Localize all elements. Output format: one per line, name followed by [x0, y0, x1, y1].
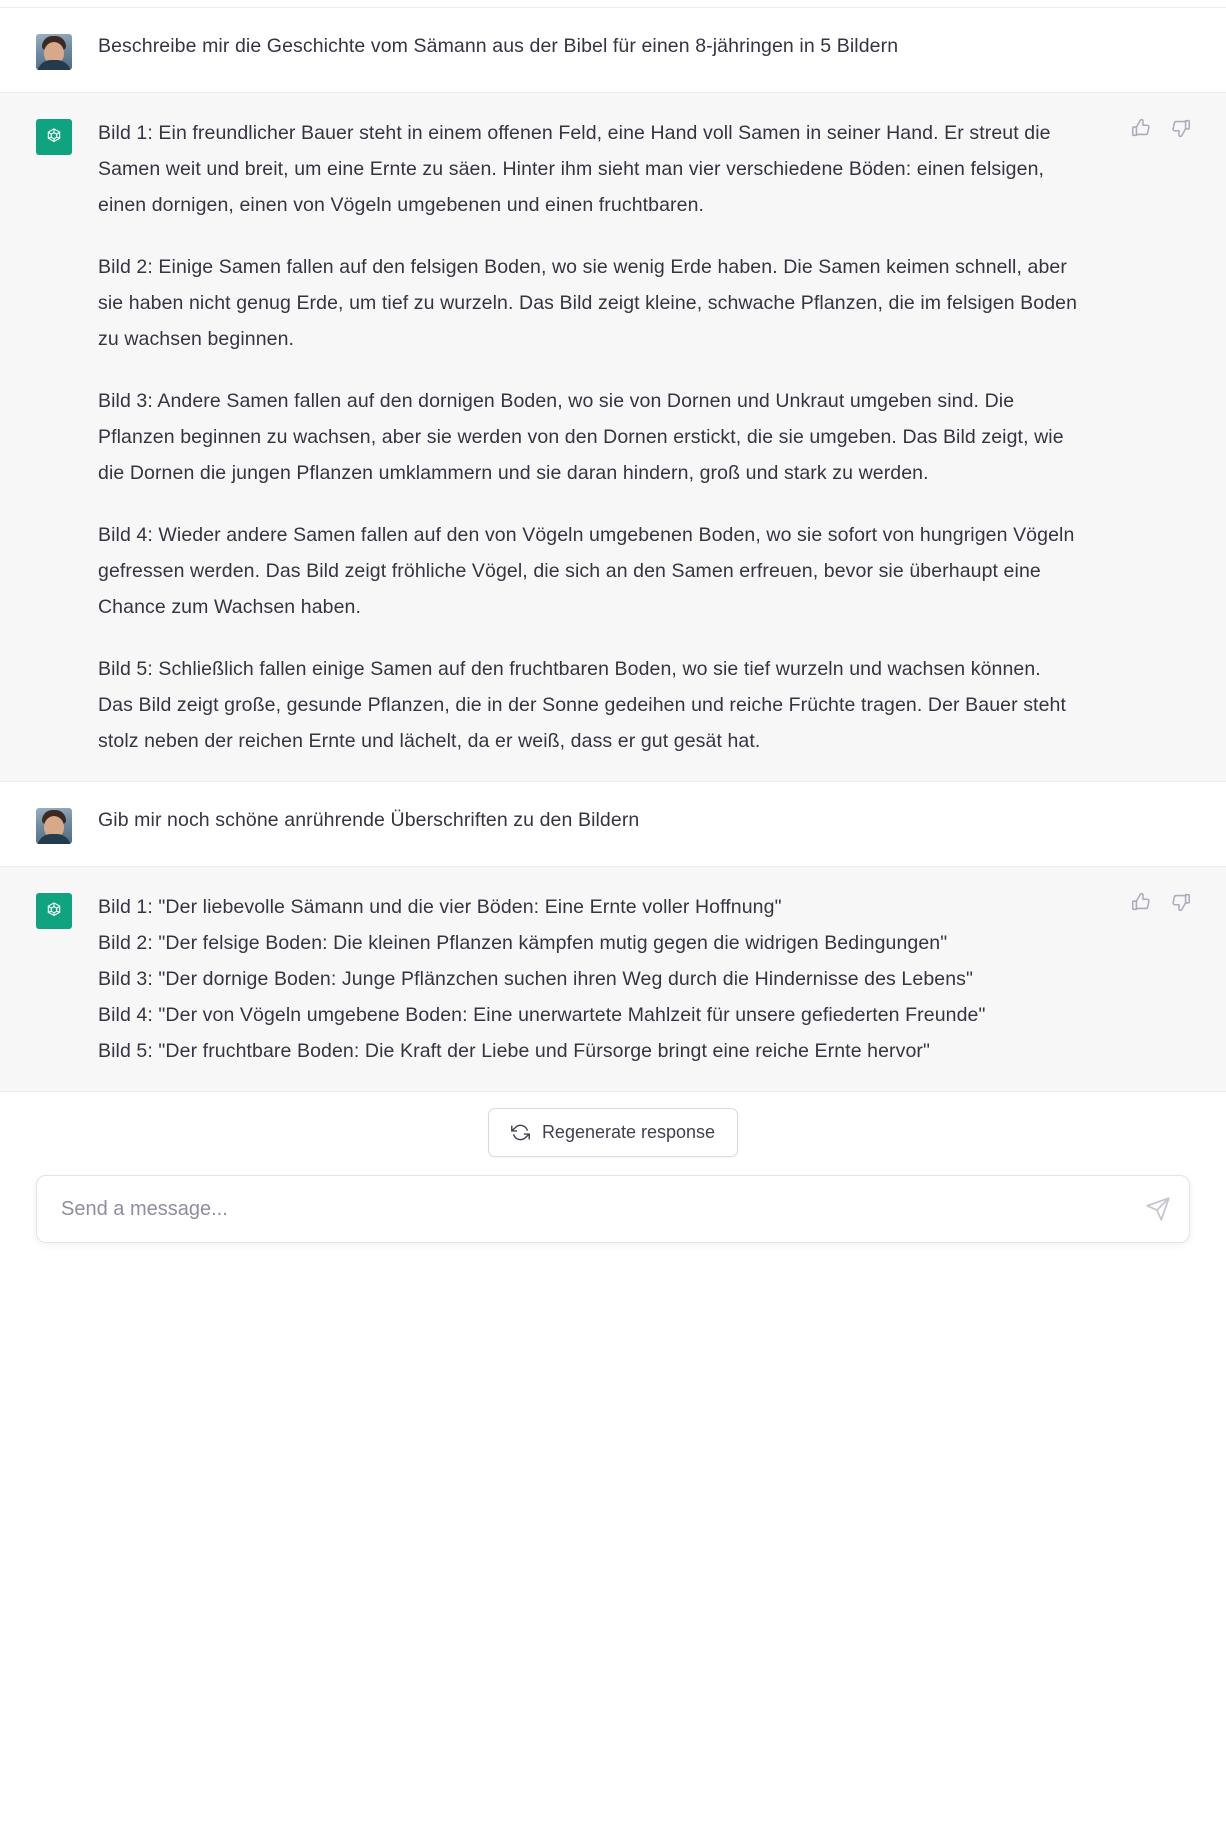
top-strip — [0, 0, 1226, 8]
message-body — [98, 115, 1190, 759]
message-body — [98, 804, 1190, 836]
thumbs-up-icon[interactable] — [1130, 891, 1152, 913]
assistant-line: Bild 4: "Der von Vögeln umgebene Boden: Eine unerwartete Mahlzeit für unsere gefiederten Freunde" — [98, 1004, 986, 1026]
avatar-shoulders — [37, 60, 71, 70]
assistant-line: Bild 2: "Der felsige Boden: Die kleinen Pflanzen kämpfen mutig gegen die widrigen Bedingungen" — [98, 932, 948, 954]
regenerate-response-button[interactable] — [488, 1108, 738, 1157]
assistant-line: Bild 5: "Der fruchtbare Boden: Die Kraft der Liebe und Fürsorge bringt eine reiche Ernte hervor" — [98, 1040, 931, 1062]
thumbs-up-icon[interactable] — [1130, 117, 1152, 139]
assistant-line: Bild 1: "Der liebevolle Sämann und die vier Böden: Eine Ernte voller Hoffnung" — [98, 896, 782, 918]
composer-area — [0, 1167, 1226, 1273]
regenerate-label: Regenerate response — [541, 1122, 716, 1142]
chatgpt-logo-icon — [36, 893, 72, 929]
avatar-user — [36, 808, 72, 844]
refresh-icon — [511, 1123, 530, 1142]
user-message-text: Beschreibe mir die Geschichte vom Sämann aus der Bibel für einen 8-jähringen in 5 Bildern — [98, 35, 899, 57]
assistant-paragraph: Bild 4: Wieder andere Samen fallen auf den von Vögeln umgebenen Boden, wo sie sofort von hungrigen Vögeln gefressen werden. Das Bild zeigt fröhliche Vögel, die sich an den Samen erfreuen, bevor sie überhaupt eine Chance zum Wachsen haben. — [98, 524, 1075, 618]
thumbs-down-icon[interactable] — [1170, 117, 1192, 139]
message-user-1 — [0, 8, 1226, 92]
regenerate-row — [0, 1092, 1226, 1167]
message-assistant-1 — [0, 92, 1226, 782]
thumbs-down-icon[interactable] — [1170, 891, 1192, 913]
assistant-line: Bild 3: "Der dornige Boden: Junge Pflänzchen suchen ihren Weg durch die Hindernisse des Lebens" — [98, 968, 974, 990]
send-icon[interactable] — [1145, 1196, 1171, 1222]
assistant-paragraph: Bild 2: Einige Samen fallen auf den felsigen Boden, wo sie wenig Erde haben. Die Samen keimen schnell, aber sie haben nicht genug Erde, um tief zu wurzeln. Das Bild zeigt kleine, schwache Pflanzen, die im felsigen Boden zu wachsen beginnen. — [98, 256, 1078, 350]
chatgpt-logo-icon — [36, 119, 72, 155]
feedback-controls — [1130, 117, 1192, 139]
message-body — [98, 30, 1190, 62]
assistant-paragraph: Bild 3: Andere Samen fallen auf den dornigen Boden, wo sie von Dornen und Unkraut umgeben sind. Die Pflanzen beginnen zu wachsen, aber sie werden von den Dornen erstickt, die sie umgeben. Das Bild zeigt, wie die Dornen die jungen Pflanzen umklammern und sie daran hindern, groß und stark zu werden. — [98, 390, 1064, 484]
avatar-user — [36, 34, 72, 70]
message-input[interactable] — [37, 1198, 1189, 1221]
composer[interactable] — [36, 1175, 1190, 1243]
assistant-paragraph: Bild 1: Ein freundlicher Bauer steht in einem offenen Feld, eine Hand voll Samen in seiner Hand. Er streut die Samen weit und breit, um eine Ernte zu säen. Hinter ihm sieht man vier verschiedene Böden: einen felsigen, einen dornigen, einen von Vögeln umgebenen und einen fruchtbaren. — [98, 122, 1051, 216]
assistant-paragraph: Bild 5: Schließlich fallen einige Samen auf den fruchtbaren Boden, wo sie tief wurzeln und wachsen können. Das Bild zeigt große, gesunde Pflanzen, die in der Sonne gedeihen und reiche Früchte tragen. Der Bauer steht stolz neben der reichen Ernte und lächelt, da er weiß, dass er gut gesät hat. — [98, 658, 1066, 752]
feedback-controls — [1130, 891, 1192, 913]
message-user-2 — [0, 782, 1226, 866]
message-assistant-2 — [0, 866, 1226, 1092]
message-body — [98, 889, 1190, 1069]
user-message-text: Gib mir noch schöne anrührende Überschriften zu den Bildern — [98, 809, 640, 831]
avatar-shoulders — [37, 834, 71, 844]
chat-scroll-area[interactable] — [0, 8, 1226, 1092]
